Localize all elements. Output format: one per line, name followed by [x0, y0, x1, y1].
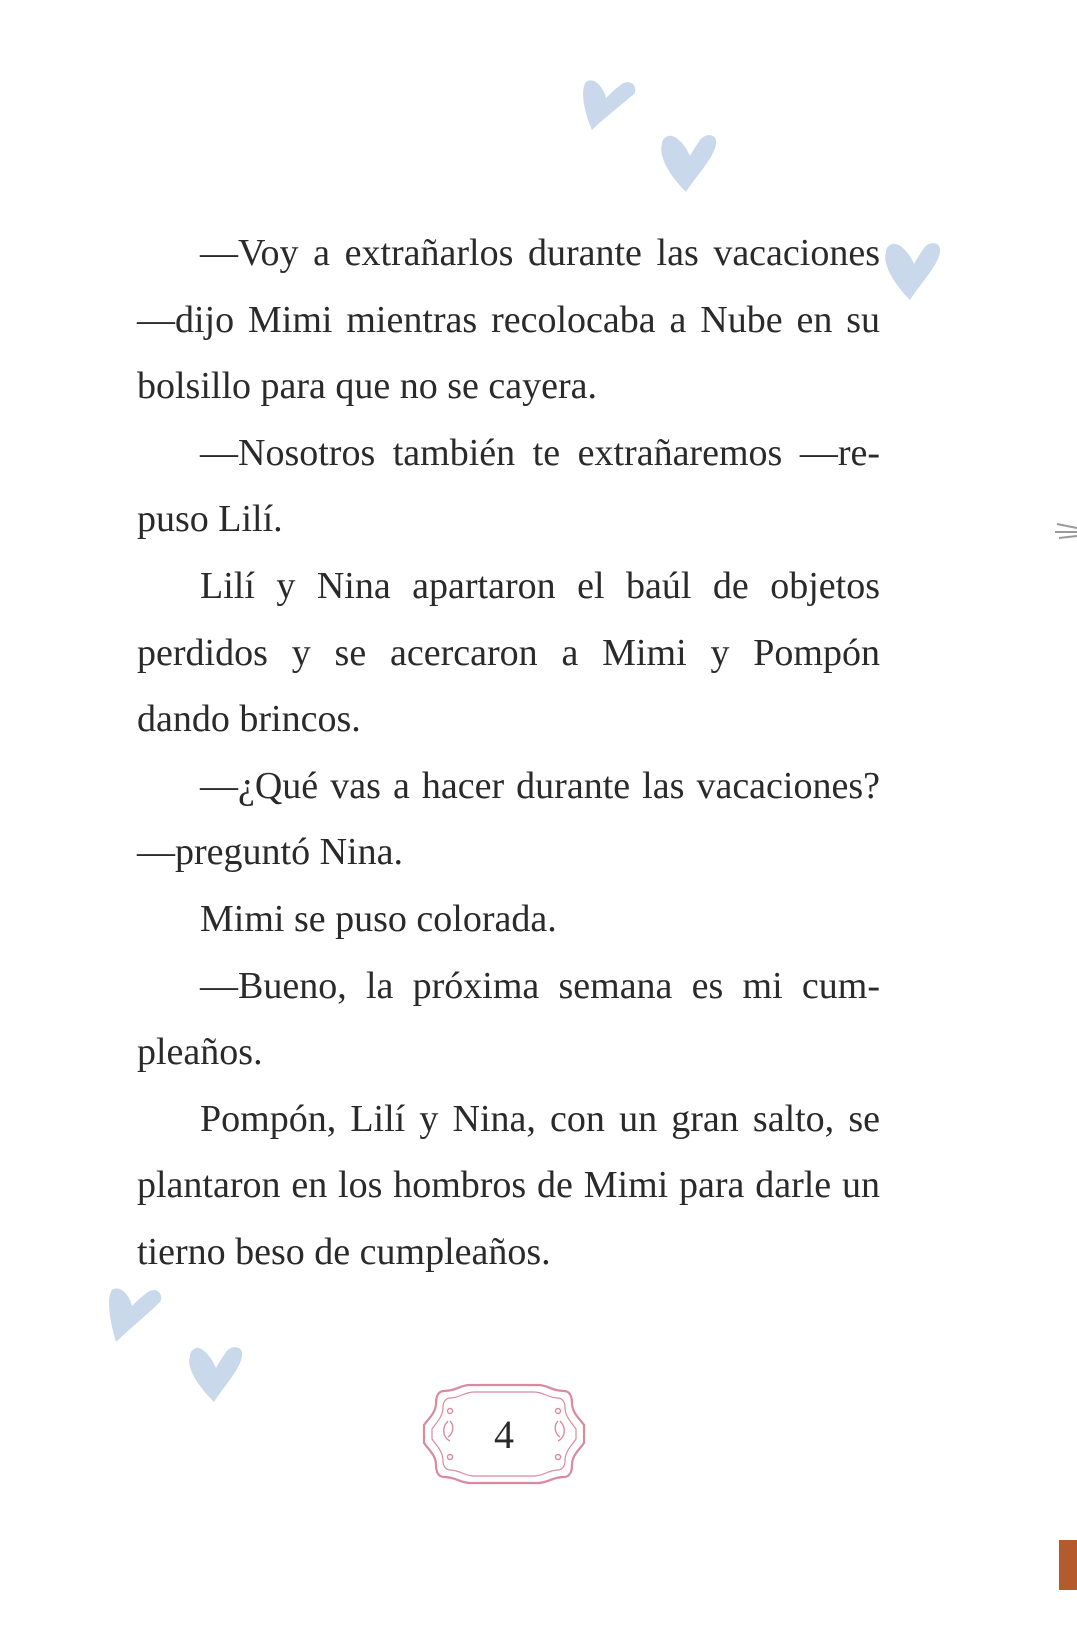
heart-icon [656, 130, 720, 196]
paragraph: —Nosotros también te extrañaremos —repuso Lilí. [137, 431, 880, 541]
heart-icon [880, 238, 944, 304]
edge-tab [1059, 1540, 1077, 1590]
body-text [137, 220, 880, 1286]
paragraph: —Bueno, la próxima semana es mi cumpleaños. [137, 964, 880, 1074]
paragraph: —Voy a extrañarlos durante las vacaciones —dijo Mimi mientras recolocaba a Nube en su bolsillo para que no se cayera. [137, 232, 880, 408]
paragraph: Pompón, Lilí y Nina, con un gran salto, se plantaron en los hombros de Mimi para darle un tierno beso de cumpleaños. [137, 1097, 880, 1273]
heart-icon [104, 1280, 166, 1346]
paragraph: Lilí y Nina apartaron el baúl de objetos perdidos y se acercaron a Mimi y Pompón dando brincos. [137, 564, 880, 741]
paragraph: —¿Qué vas a hacer durante las vacaciones? —preguntó Nina. [137, 764, 880, 874]
heart-icon [184, 1342, 246, 1406]
heart-icon [578, 72, 640, 136]
page-number: 4 [494, 1411, 514, 1457]
paragraph: Mimi se puso colorada. [200, 897, 557, 940]
edge-mark-icon [1053, 520, 1077, 542]
